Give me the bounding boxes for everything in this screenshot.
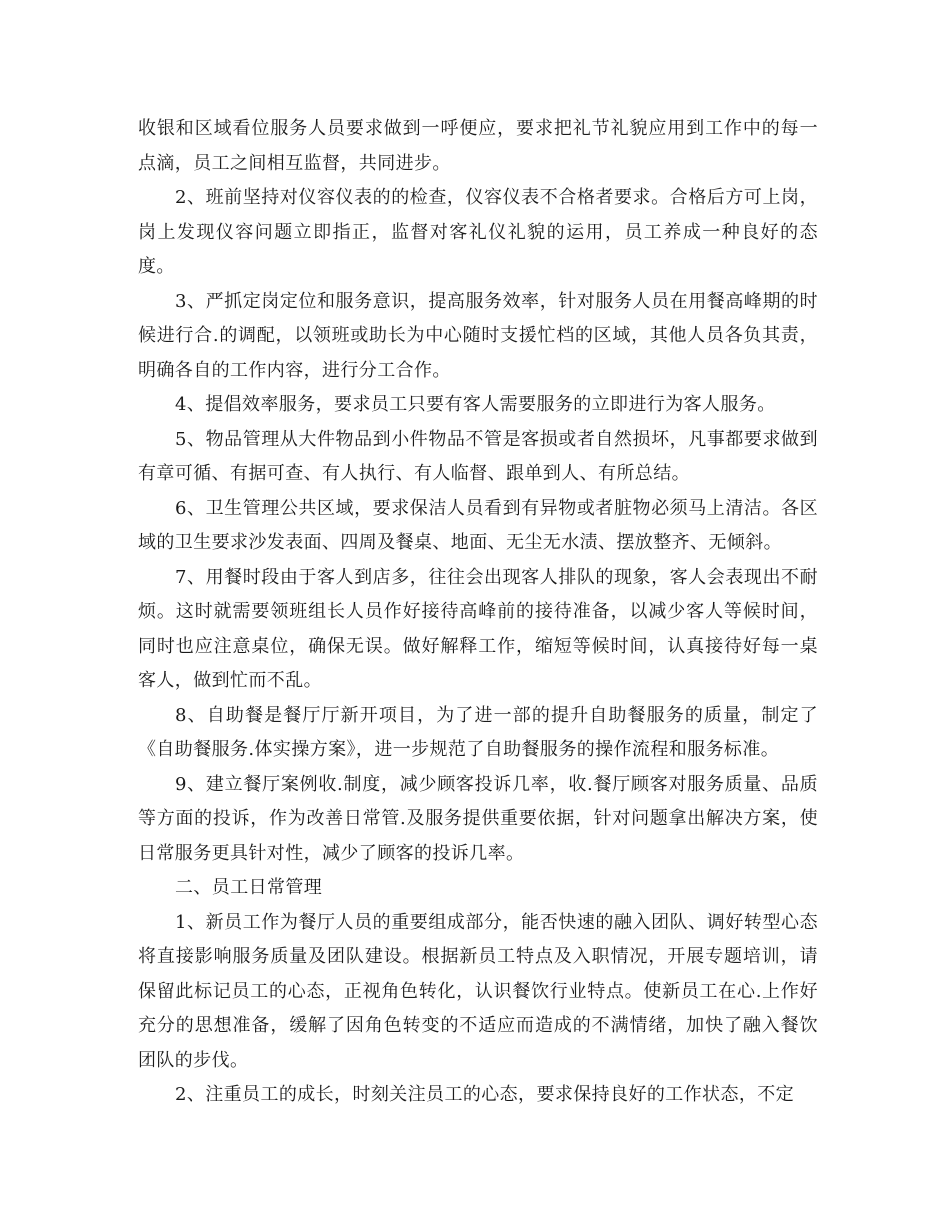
paragraph-item-9: 9、建立餐厅案例收.制度，减少顾客投诉几率，收.餐厅顾客对服务质量、品质等方面的投诉，作为改善日常管.及服务提供重要依据，针对问题拿出解决方案，使日常服务更具针对性，减少了顾客的投诉几率。 — [138, 773, 818, 864]
paragraph-staff-1: 1、新员工作为餐厅人员的重要组成部分，能否快速的融入团队、调好转型心态将直接影响服务质量及团队建设。根据新员工特点及入职情况，开展专题培训，请保留此标记员工的心态，正视角色转化，认识餐饮行业特点。使新员工在心.上作好充分的思想准备，缓解了因角色转变的不适应而造成的不满情绪，加快了融入餐饮团队的步伐。 — [138, 911, 818, 1071]
paragraph-item-8: 8、自助餐是餐厅厅新开项目，为了进一部的提升自助餐服务的质量，制定了《自助餐服务.体实操方案》，进一步规范了自助餐服务的操作流程和服务标准。 — [138, 704, 818, 760]
paragraph-staff-2: 2、注重员工的成长，时刻关注员工的心态，要求保持良好的工作状态，不定 — [175, 1084, 795, 1105]
paragraph-item-6: 6、卫生管理公共区域，要求保洁人员看到有异物或者脏物必须马上清洁。各区域的卫生要求沙发表面、四周及餐桌、地面、无尘无水渍、摆放整齐、无倾斜。 — [138, 497, 818, 553]
paragraph-item-3: 3、严抓定岗定位和服务意识，提高服务效率，针对服务人员在用餐高峰期的时候进行合.的调配，以领班或助长为中心随时支援忙档的区域，其他人员各负其责，明确各自的工作内容，进行分工合作。 — [138, 290, 818, 381]
paragraph-item-7: 7、用餐时段由于客人到店多，往往会出现客人排队的现象，客人会表现出不耐烦。这时就需要领班组长人员作好接待高峰前的接待准备，以减少客人等候时间，同时也应注意桌位，确保无误。做好解释工作，缩短等候时间，认真接待好每一桌客人，做到忙而不乱。 — [138, 566, 818, 691]
paragraph-item-4: 4、提倡效率服务，要求员工只要有客人需要服务的立即进行为客人服务。 — [175, 394, 776, 415]
section-heading: 二、员工日常管理 — [175, 877, 323, 898]
paragraph-continuation: 收银和区域看位服务人员要求做到一呼便应，要求把礼节礼貌应用到工作中的每一点滴，员工之间相互监督，共同进步。 — [138, 118, 818, 174]
document-body — [138, 112, 818, 1113]
paragraph-item-5: 5、物品管理从大件物品到小件物品不管是客损或者自然损坏，凡事都要求做到有章可循、有据可查、有人执行、有人临督、跟单到人、有所总结。 — [138, 428, 818, 484]
paragraph-item-2: 2、班前坚持对仪容仪表的的检查，仪容仪表不合格者要求。合格后方可上岗，岗上发现仪容问题立即指正，监督对客礼仪礼貌的运用，员工养成一种良好的态度。 — [138, 187, 818, 277]
